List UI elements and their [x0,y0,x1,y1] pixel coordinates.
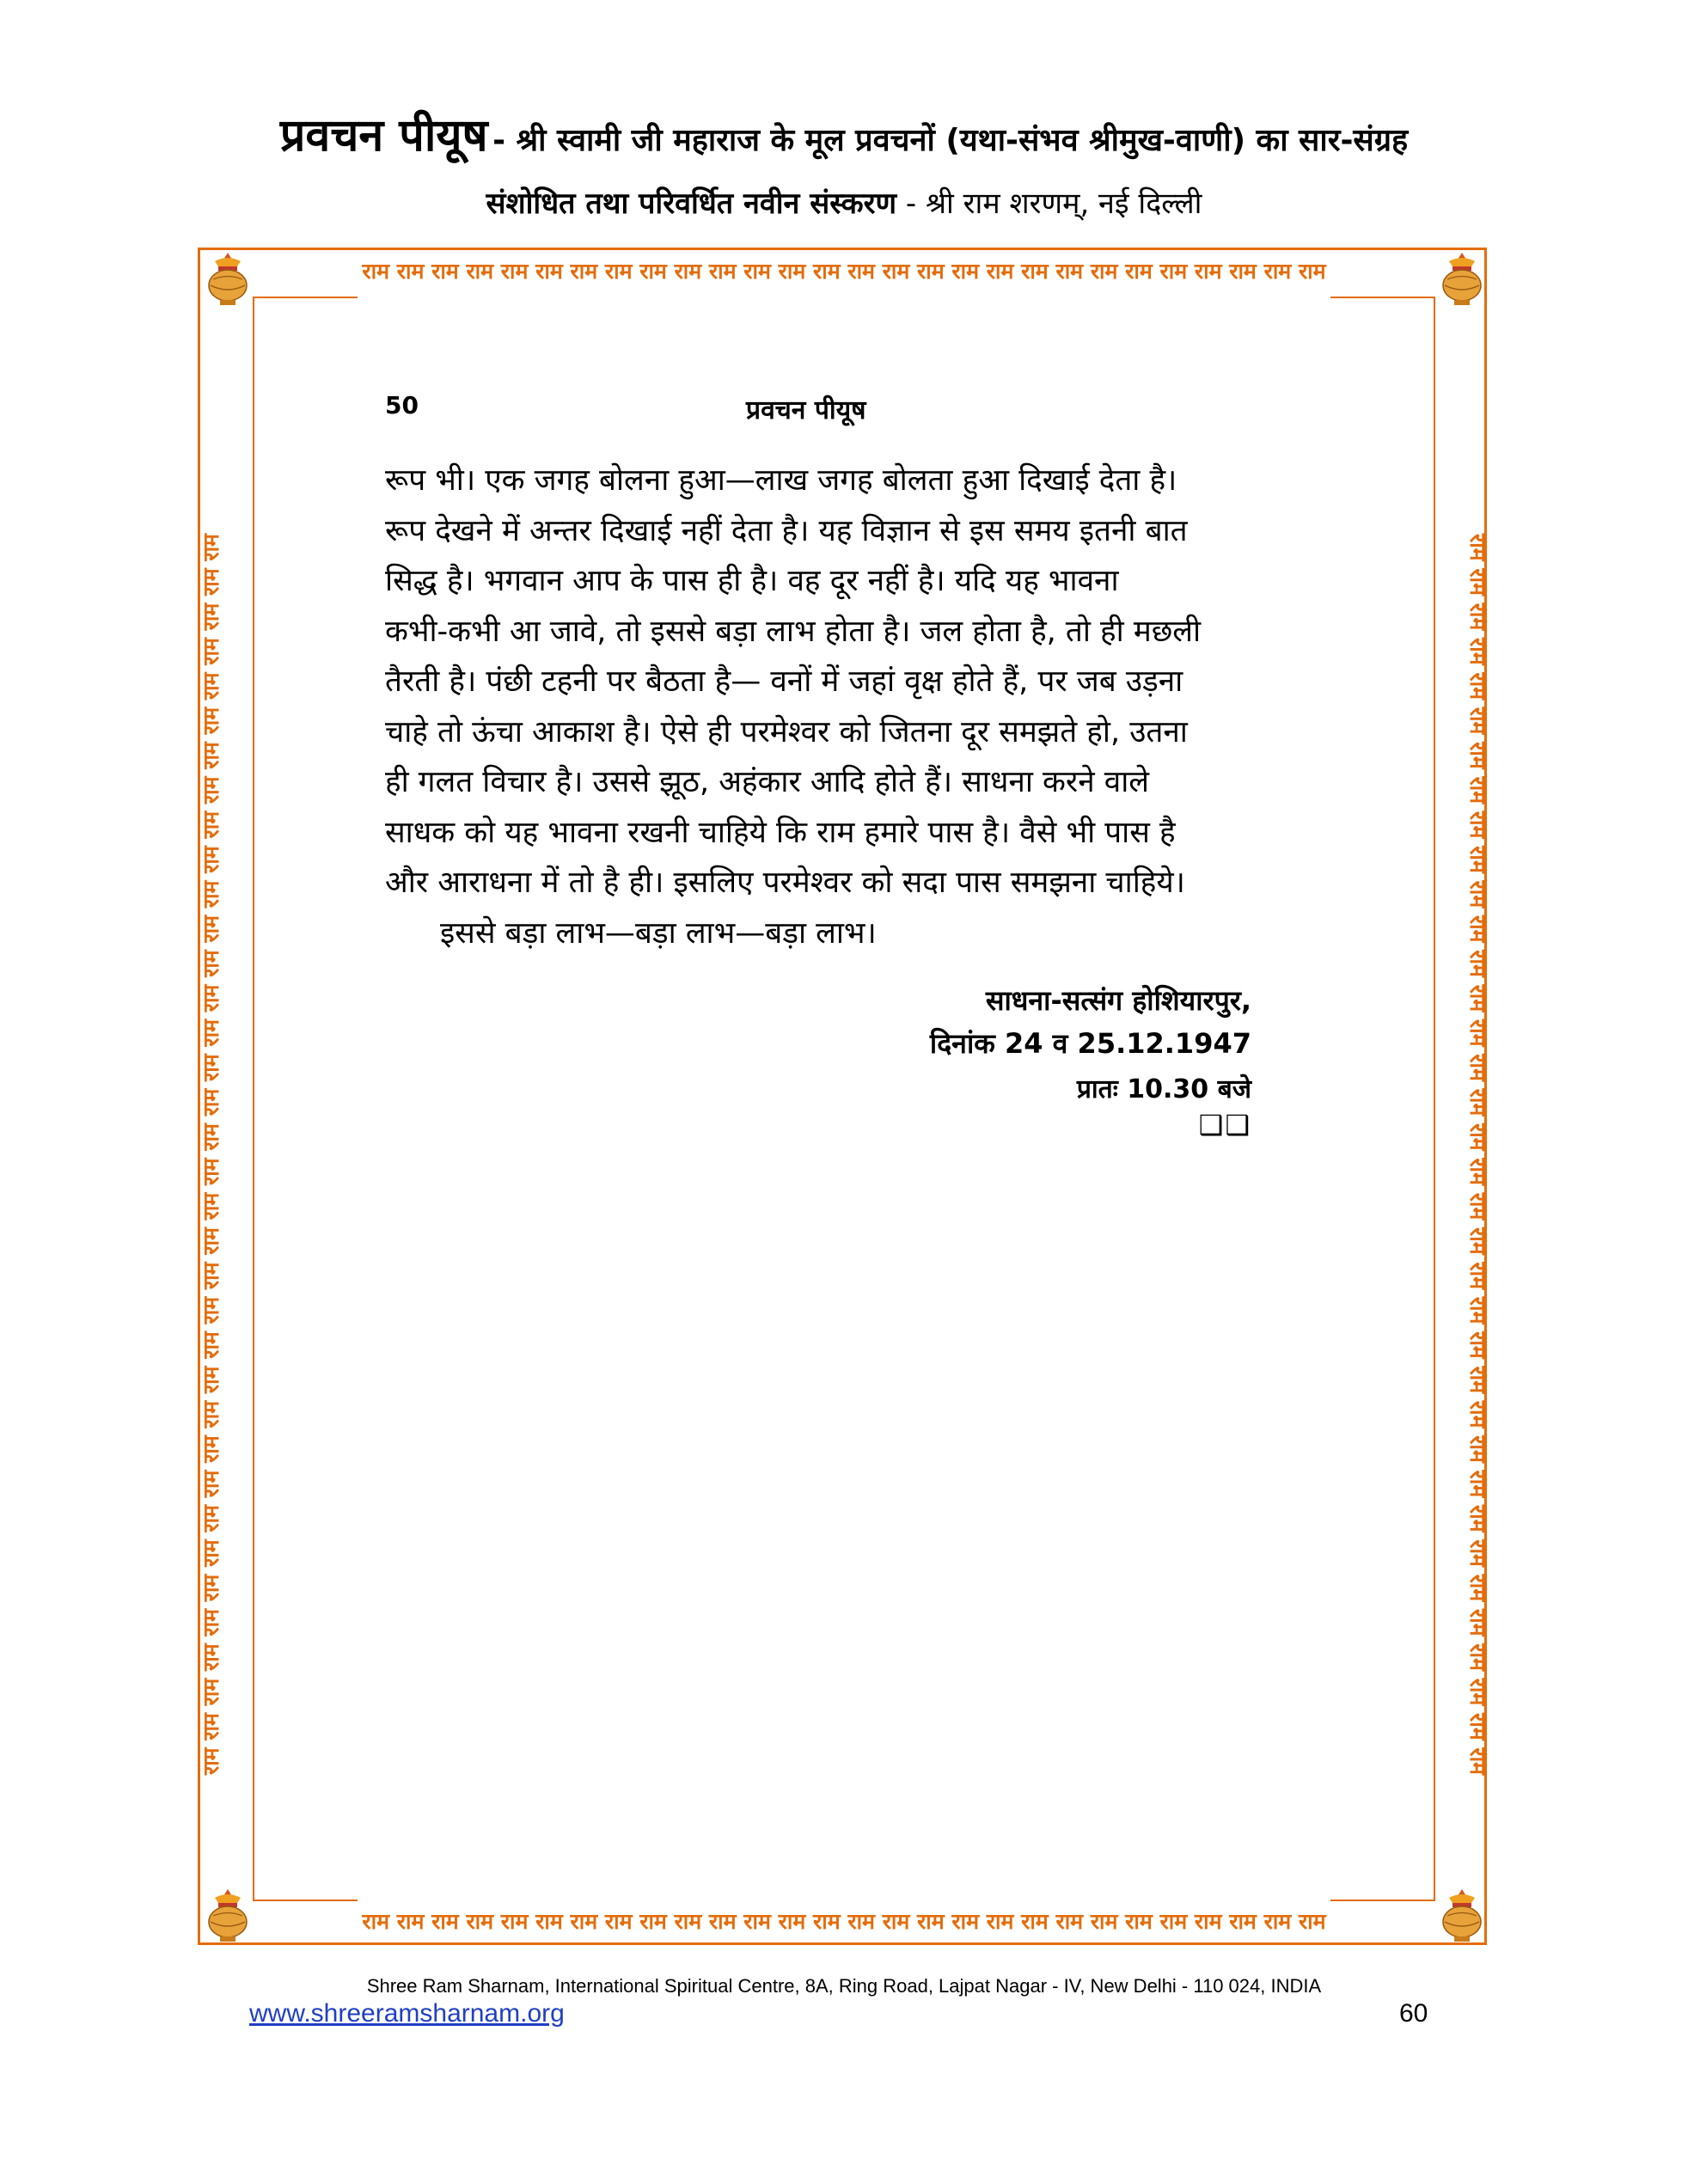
book-running-title: प्रवचन पीयूष [746,395,866,425]
inner-line-right [1434,297,1435,1901]
signature-time: प्रातः 10.30 बजे [1076,1074,1251,1104]
inner-line-left [253,297,254,1901]
kalash-ornament-icon [1437,251,1487,308]
document-header-title [0,103,1688,164]
website-link[interactable]: www.shreeramsharnam.org [249,1999,565,2028]
end-mark: ❑❑ [1198,1109,1251,1141]
book-title: प्रवचन पीयूष [279,110,488,162]
body-line: ही गलत विचार है। उससे झूठ, अहंकार आदि होते हैं। साधना करने वाले [385,765,1150,799]
signature-date: दिनांक 24 व 25.12.1947 [929,1027,1251,1060]
discourse-body [385,456,1253,958]
publisher-label: - श्री राम शरणम्, नई दिल्ली [896,187,1202,221]
ram-border-left: राम राम राम राम राम राम राम राम राम राम राम राम राम राम राम राम राम राम राम राम राम राम राम राम राम राम राम राम राम राम राम राम राम राम राम राम [199,533,223,1776]
edition-label: संशोधित तथा परिवर्धित नवीन संस्करण [486,187,897,221]
signature-place: साधना-सत्संग होशियारपुर, [985,984,1251,1017]
ram-border-top: राम राम राम राम राम राम राम राम राम राम राम राम राम राम राम राम राम राम राम राम राम राम राम राम राम राम राम राम [362,259,1326,284]
body-line: सिद्ध है। भगवान आप के पास ही है। वह दूर नहीं है। यदि यह भावना [385,564,1119,598]
inner-line-bottom-left [254,1900,358,1901]
inner-line-bottom-right [1330,1900,1434,1901]
inner-line-top-right [1330,297,1434,298]
inner-line-top-left [254,297,358,298]
footer-address: Shree Ram Sharnam, International Spiritual Centre, 8A, Ring Road, Lajpat Nagar - IV, New Delhi - 110 024, INDIA [366,1975,1322,1997]
ram-border-right: राम राम राम राम राम राम राम राम राम राम राम राम राम राम राम राम राम राम राम राम राम राम राम राम राम राम राम राम राम राम राम राम राम राम राम राम [1465,533,1490,1776]
body-line: साधक को यह भावना रखनी चाहिये कि राम हमारे पास है। वैसे भी पास है [385,815,1176,850]
body-line: इससे बड़ा लाभ—बड़ा लाभ—बड़ा लाभ। [440,915,877,951]
kalash-ornament-icon [1437,1887,1487,1944]
kalash-ornament-icon [203,1887,253,1944]
document-header-subtitle [0,182,1688,222]
body-line: तैरती है। पंछी टहनी पर बैठता है— वनों में जहां वृक्ष होते हैं, पर जब उड़ना [385,664,1183,699]
kalash-ornament-icon [203,251,253,308]
body-line: चाहे तो ऊंचा आकाश है। ऐसे ही परमेश्वर को जितना दूर समझते हो, उतना [385,714,1188,749]
book-page-number: 50 [385,391,419,419]
body-line: और आराधना में तो है ही। इसलिए परमेश्वर को सदा पास समझना चाहिये। [385,866,1185,900]
book-description: - श्री स्वामी जी महाराज के मूल प्रवचनों (यथा-संभव श्रीमुख-वाणी) का सार-संग्रह [492,123,1409,158]
footer-page-number: 60 [1399,1999,1428,2028]
body-line: कभी-कभी आ जावे, तो इससे बड़ा लाभ होता है। जल होता है, तो ही मछली [385,614,1202,649]
body-line: रूप देखने में अन्तर दिखाई नहीं देता है। यह विज्ञान से इस समय इतनी बात [385,513,1188,548]
body-line: रूप भी। एक जगह बोलना हुआ—लाख जगह बोलता हुआ दिखाई देता है। [385,463,1177,498]
ram-border-bottom: राम राम राम राम राम राम राम राम राम राम राम राम राम राम राम राम राम राम राम राम राम राम राम राम राम राम राम राम [362,1909,1326,1934]
